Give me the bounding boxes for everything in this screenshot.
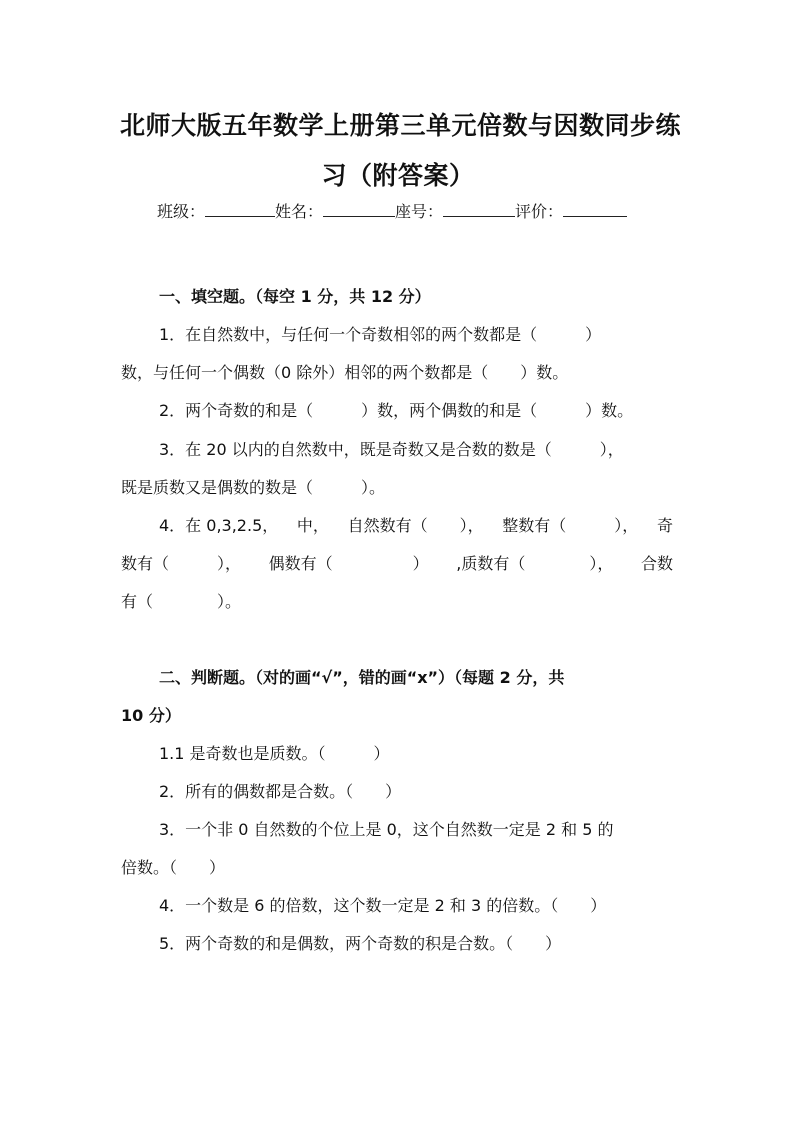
s2-q4: 4．一个数是 6 的倍数，这个数一定是 2 和 3 的倍数。（ ）: [159, 896, 607, 915]
seat-label: 座号：: [395, 202, 444, 221]
s1-q4-l2-part1: 数有（ ），: [121, 554, 242, 573]
page-title-line1: 北师大版五年数学上册第三单元倍数与因数同步练: [120, 111, 682, 140]
s1-q4-l2-part3: ,质数有（ ），: [456, 554, 614, 573]
grade-label: 评价：: [515, 202, 564, 221]
s2-q3-line2: 倍数。（ ）: [121, 858, 226, 877]
s1-q4-line2: [121, 551, 673, 574]
s1-q4-l1-part5: 奇: [656, 516, 673, 535]
s1-q4-line3: 有（ ）。: [121, 592, 242, 611]
s2-q2: 2．所有的偶数都是合数。（ ）: [159, 782, 402, 801]
name-blank[interactable]: [323, 202, 395, 217]
section2-heading-line2: 10 分）: [121, 706, 181, 725]
page-title-line2: 习（附答案）: [321, 161, 475, 190]
class-blank[interactable]: [205, 202, 275, 217]
s1-q4-l1-part4: 整数有（ ），: [502, 516, 639, 535]
s1-q4-l2-part2: 偶数有（ ）: [268, 554, 429, 573]
section2-heading-line1: 二、判断题。（对的画“√”，错的画“x”）（每题 2 分，共: [159, 668, 565, 687]
s1-q2: 2．两个奇数的和是（ ）数，两个偶数的和是（ ）数。: [159, 401, 634, 420]
s2-q5: 5．两个奇数的和是偶数，两个奇数的积是合数。（ ）: [159, 934, 562, 953]
s1-q4-l1-part3: 自然数有（ ），: [347, 516, 484, 535]
s2-q3-line1: 3．一个非 0 自然数的个位上是 0，这个自然数一定是 2 和 5 的: [159, 820, 614, 839]
s1-q4-l1-part2: 中，: [296, 516, 329, 535]
section1-heading: 一、填空题。（每空 1 分，共 12 分）: [159, 287, 431, 306]
student-info-row: [157, 199, 627, 222]
seat-blank[interactable]: [443, 202, 515, 217]
s2-q1: 1.1 是奇数也是质数。（ ）: [159, 744, 390, 763]
s1-q1-line2: 数，与任何一个偶数（0 除外）相邻的两个数都是（ ）数。: [121, 363, 569, 382]
grade-blank[interactable]: [563, 202, 627, 217]
s1-q4-l2-part4: 合数: [640, 554, 673, 573]
s1-q3-line1: 3．在 20 以内的自然数中，既是奇数又是合数的数是（ ），: [159, 440, 624, 459]
s1-q4-l1-part1: 4．在 0,3,2.5，: [159, 516, 279, 535]
name-label: 姓名：: [275, 202, 324, 221]
class-label: 班级：: [157, 202, 206, 221]
s1-q1-line1: 1．在自然数中，与任何一个奇数相邻的两个数都是（ ）: [159, 325, 602, 344]
s1-q4-line1: [159, 513, 673, 536]
s1-q3-line2: 既是质数又是偶数的数是（ ）。: [121, 478, 386, 497]
